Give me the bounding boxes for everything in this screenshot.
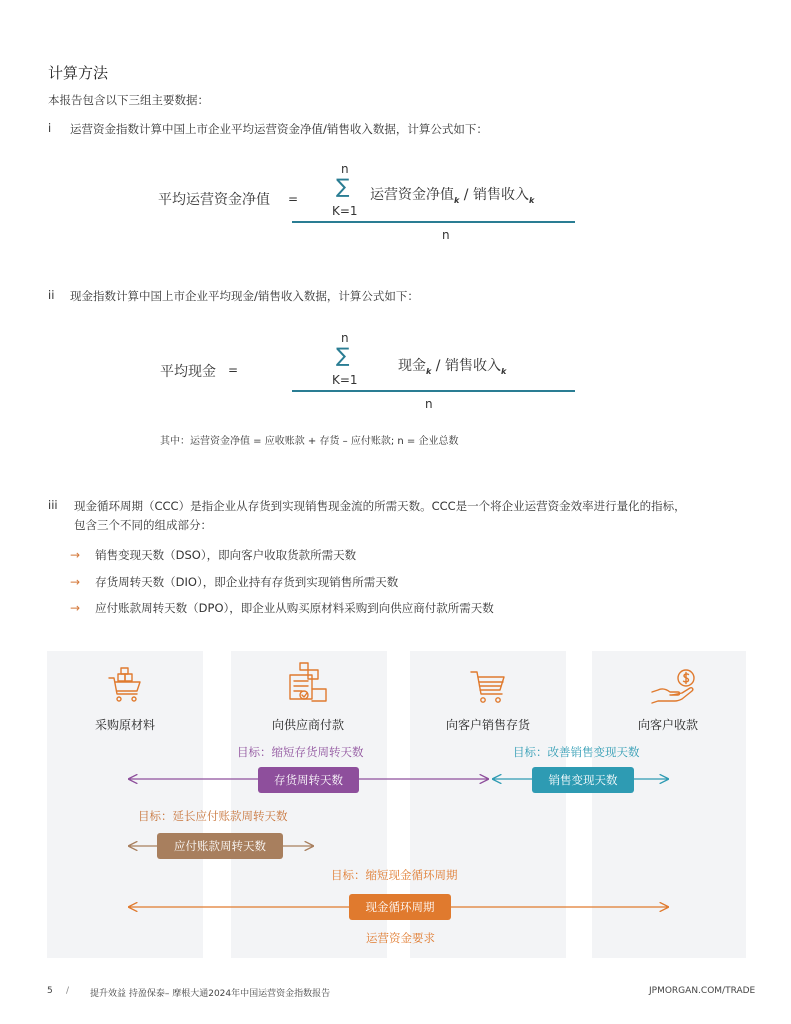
section-i-numeral: i xyxy=(48,121,52,135)
bullet-text: 存货周转天数（DIO），即企业持有存货到实现销售所需天数 xyxy=(95,575,399,589)
formula-1-sep: / xyxy=(459,187,473,203)
dso-goal: 目标：改善销售变现天数 xyxy=(513,745,640,759)
formula-2-sum-top: n xyxy=(341,331,349,345)
dpo-goal: 目标：延长应付账款周转天数 xyxy=(138,809,288,823)
formula-2-sum-bottom: K=1 xyxy=(332,373,358,387)
formula-2-sigma: ∑ xyxy=(336,343,350,367)
ccc-goal: 目标：缩短现金循环周期 xyxy=(331,868,458,882)
formula-1-sub-b: k xyxy=(528,195,535,205)
formula-2-term-a: 现金 xyxy=(398,358,426,374)
dio-goal: 目标：缩短存货周转天数 xyxy=(237,745,364,759)
dpo-pill: 应付账款周转天数 xyxy=(157,833,283,859)
formula-2-note: 其中：运营资金净值 = 应收账款 + 存货 – 应付账款; n = 企业总数 xyxy=(160,436,459,447)
node-label-purchase-materials: 采购原材料 xyxy=(94,718,155,732)
formula-1-sum-bottom: K=1 xyxy=(332,204,358,218)
node-label-collect-payment: 向客户收款 xyxy=(637,718,698,732)
page-heading: 计算方法 xyxy=(48,64,109,82)
ccc-pill: 现金循环周期 xyxy=(349,894,451,920)
section-iii-numeral: iii xyxy=(48,498,58,512)
node-label-pay-suppliers: 向供应商付款 xyxy=(271,718,344,732)
footer-divider: / xyxy=(66,986,70,996)
formula-1-term-a: 运营资金净值 xyxy=(370,187,454,203)
dso-pill: 销售变现天数 xyxy=(532,767,634,793)
formula-2-sub-a: k xyxy=(426,366,432,376)
arrow-right-icon: → xyxy=(70,548,81,562)
formula-2-denominator: n xyxy=(425,397,433,411)
footer-page-number: 5 xyxy=(47,986,53,996)
section-iii-text-line2: 包含三个不同的组成部分： xyxy=(74,518,212,532)
node-label-sell-inventory: 向客户销售存货 xyxy=(445,718,530,732)
section-i-text: 运营资金指数计算中国上市企业平均运营资金净值/销售收入数据，计算公式如下： xyxy=(70,122,488,136)
formula-2-term-b: 销售收入 xyxy=(444,358,501,374)
formula-1-equals: = xyxy=(288,192,299,206)
formula-2-sep: / xyxy=(431,358,445,374)
section-iii-text-line1: 现金循环周期（CCC）是指企业从存货到实现销售现金流的所需天数。CCC是一个将企业运营资金效率进行量化的指标， xyxy=(74,499,686,513)
formula-1-denominator: n xyxy=(442,228,450,242)
bullet-text: 应付账款周转天数（DPO），即企业从购买原材料采购到向供应商付款所需天数 xyxy=(95,601,494,615)
formula-1-term-b: 销售收入 xyxy=(472,187,529,203)
footer-site-link[interactable]: JPMORGAN.COM/TRADE xyxy=(649,986,756,996)
formula-2-label: 平均现金 xyxy=(160,364,216,380)
formula-1-sub-a: k xyxy=(454,195,460,205)
bullet-text: 销售变现天数（DSO），即向客户收取货款所需天数 xyxy=(95,548,357,562)
dio-pill: 存货周转天数 xyxy=(258,767,359,793)
section-ii-numeral: ii xyxy=(48,288,55,302)
footer-doc-title: 提升效益 持盈保泰– 摩根大通2024年中国运营资金指数报告 xyxy=(90,989,331,999)
formula-1-sigma: ∑ xyxy=(336,174,350,198)
intro-text: 本报告包含以下三组主要数据： xyxy=(48,93,209,107)
arrow-right-icon: → xyxy=(70,575,81,589)
section-ii-text: 现金指数计算中国上市企业平均现金/销售收入数据，计算公式如下： xyxy=(70,289,419,303)
arrow-right-icon: → xyxy=(70,601,81,615)
formula-2-sub-b: k xyxy=(500,366,507,376)
formula-1-label: 平均运营资金净值 xyxy=(158,192,270,208)
formula-2-equals: = xyxy=(228,363,239,377)
working-capital-requirement-label: 运营资金要求 xyxy=(366,931,435,945)
formula-1-sum-top: n xyxy=(341,162,349,176)
